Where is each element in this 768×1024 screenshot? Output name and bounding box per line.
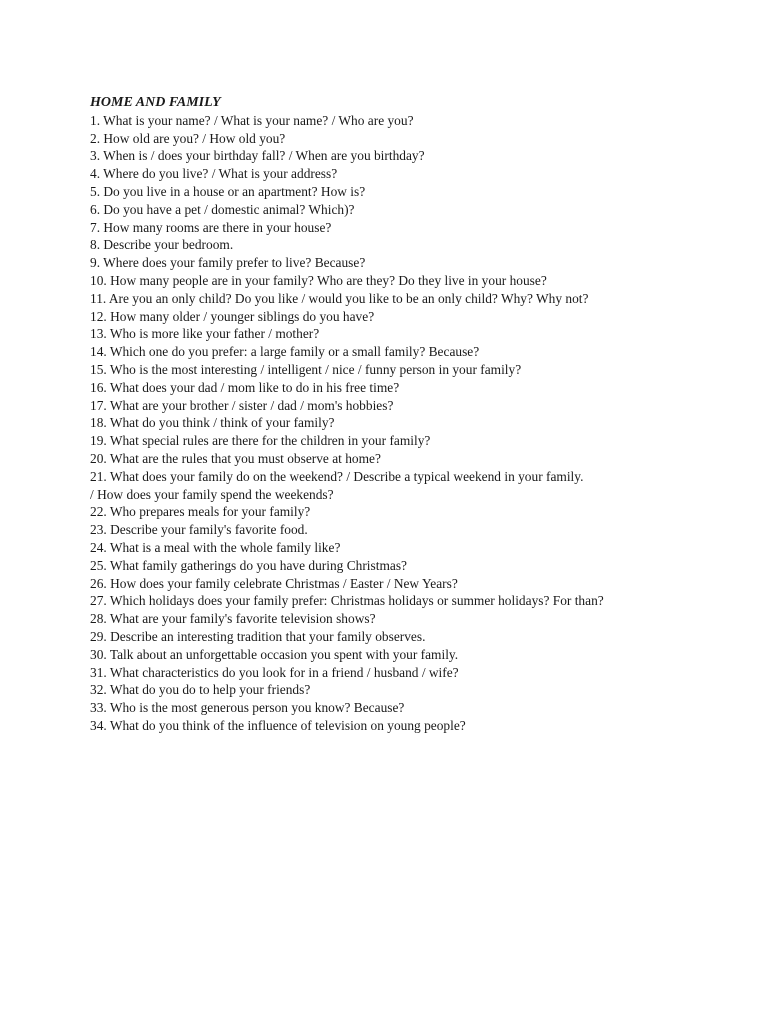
question-item: 30. Talk about an unforgettable occasion you spent with your family. bbox=[90, 646, 459, 662]
question-item: 15. Who is the most interesting / intelligent / nice / funny person in your family? bbox=[90, 361, 522, 377]
question-item: 19. What special rules are there for the children in your family? bbox=[90, 433, 431, 449]
question-item: 31. What characteristics do you look for in a friend / husband / wife? bbox=[90, 664, 459, 680]
question-item: 16. What does your dad / mom like to do in his free time? bbox=[90, 379, 400, 395]
question-item: 4. Where do you live? / What is your address? bbox=[90, 166, 338, 182]
question-item: 25. What family gatherings do you have during Christmas? bbox=[90, 557, 407, 573]
question-item: 32. What do you do to help your friends? bbox=[90, 682, 311, 698]
question-item: 34. What do you think of the influence of television on young people? bbox=[90, 717, 466, 733]
question-item: 27. Which holidays does your family prefer: Christmas holidays or summer holidays? For than? bbox=[90, 593, 604, 609]
question-list bbox=[90, 112, 690, 735]
question-item: 28. What are your family's favorite television shows? bbox=[90, 611, 376, 627]
document-title: HOME AND FAMILY bbox=[90, 95, 221, 110]
document-page bbox=[90, 94, 690, 735]
question-item: 3. When is / does your birthday fall? / When are you birthday? bbox=[90, 148, 425, 164]
question-item: 17. What are your brother / sister / dad / mom's hobbies? bbox=[90, 397, 394, 413]
question-item: 21. What does your family do on the weekend? / Describe a typical weekend in your family. bbox=[90, 468, 584, 484]
question-item: 7. How many rooms are there in your house? bbox=[90, 219, 332, 235]
question-item: 11. Are you an only child? Do you like / would you like to be an only child? Why? Why not? bbox=[90, 290, 589, 306]
question-item: 29. Describe an interesting tradition that your family observes. bbox=[90, 628, 426, 644]
question-item: 5. Do you live in a house or an apartment? How is? bbox=[90, 183, 366, 199]
question-item: 26. How does your family celebrate Christmas / Easter / New Years? bbox=[90, 575, 458, 591]
question-item: 14. Which one do you prefer: a large family or a small family? Because? bbox=[90, 344, 480, 360]
question-item: 8. Describe your bedroom. bbox=[90, 237, 234, 253]
question-item: 23. Describe your family's favorite food. bbox=[90, 522, 308, 538]
question-item: 18. What do you think / think of your family? bbox=[90, 415, 335, 431]
question-item: 10. How many people are in your family? Who are they? Do they live in your house? bbox=[90, 272, 547, 288]
question-item-continuation: / How does your family spend the weekends? bbox=[90, 486, 334, 502]
question-item: 13. Who is more like your father / mother? bbox=[90, 326, 320, 342]
question-item: 22. Who prepares meals for your family? bbox=[90, 504, 311, 520]
question-item: 2. How old are you? / How old you? bbox=[90, 130, 286, 146]
question-item: 1. What is your name? / What is your name? / Who are you? bbox=[90, 112, 414, 128]
question-item: 12. How many older / younger siblings do you have? bbox=[90, 308, 375, 324]
question-item: 6. Do you have a pet / domestic animal? Which)? bbox=[90, 201, 355, 217]
question-item: 9. Where does your family prefer to live? Because? bbox=[90, 255, 366, 271]
question-item: 24. What is a meal with the whole family like? bbox=[90, 539, 341, 555]
question-item: 33. Who is the most generous person you know? Because? bbox=[90, 700, 405, 716]
question-item: 20. What are the rules that you must observe at home? bbox=[90, 450, 381, 466]
